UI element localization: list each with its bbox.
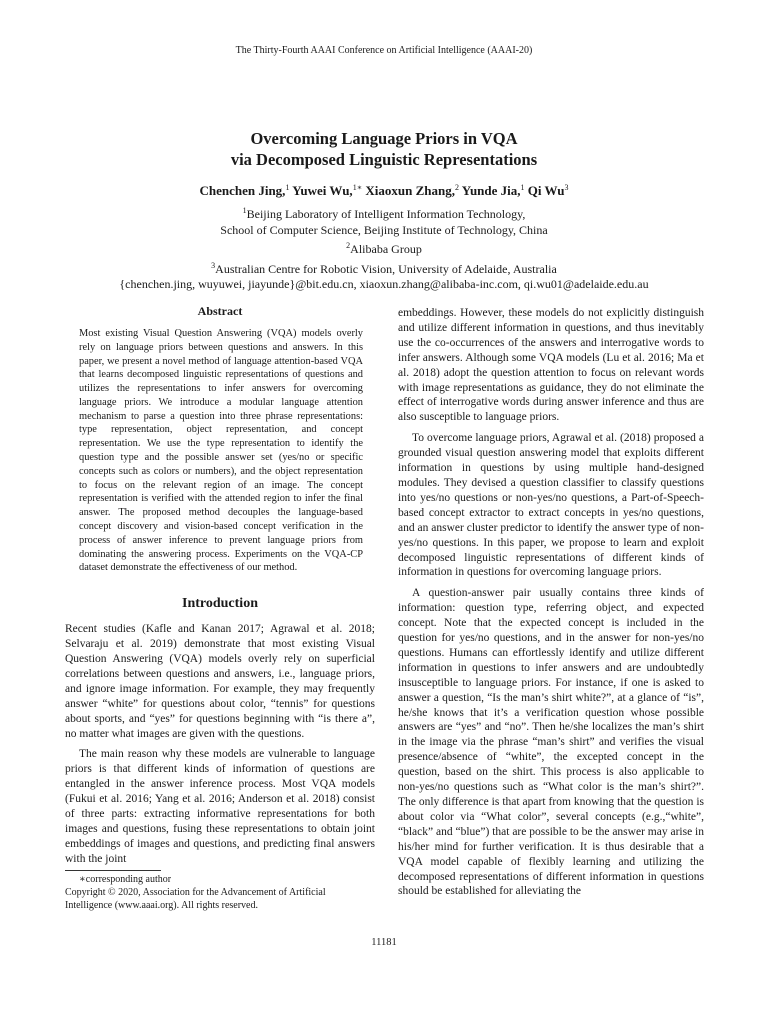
affiliation-3 bbox=[0, 258, 768, 278]
conference-header: The Thirty-Fourth AAAI Conference on Artificial Intelligence (AAAI-20) bbox=[235, 45, 533, 56]
affiliations bbox=[0, 203, 768, 293]
author-affil-mark: 1 bbox=[285, 183, 290, 192]
affiliation-text: Beijing Laboratory of Intelligent Information Technology, bbox=[246, 207, 526, 221]
author-name: Xiaoxun Zhang, bbox=[365, 183, 455, 198]
affiliation-1-cont: School of Computer Science, Beijing Institute of Technology, China bbox=[220, 222, 548, 237]
abstract-text: Most existing Visual Question Answering (VQA) models overly rely on language priors between questions and answers. In this paper, we present a novel method of language attention-based VQA that learns decomposed linguistic representations of questions and utilizes the representations to infer answers for overcoming language priors. We introduce a modular language attention mechanism to parse a question into three phrase representations: type representation, object representation, and concept representation. We use the type representation to identify the question type and the possible answer set (yes/no or specific concepts such as colors or numbers), and the object representation to focus on the relevant region of an image. The concept representation is verified with the attended region to infer the final answer. The proposed method decouples the language-based concept discovery and vision-based concept verification in the process of answer inference to prevent language priors from dominating the answering process. Experiments on the VQA-CP dataset demonstrate the effectiveness of our method. bbox=[79, 327, 363, 574]
intro-paragraph-2: The main reason why these models are vulnerable to language priors is that different kinds of information of questions are entangled in the answer inference process. Most VQA models (Fukui et al. 2016; Yang et al. 2016; Anderson et al. 2018) consist of three parts: extracting informative representations for both images and questions, fusing these representations to obtain joint embeddings of images and questions, and predicting final answers with the joint bbox=[65, 748, 375, 865]
author-affil-mark: 1 bbox=[520, 183, 525, 192]
affil-mark: 2 bbox=[346, 241, 351, 250]
page-number: 11181 bbox=[371, 937, 397, 948]
author-name: Qi Wu bbox=[527, 183, 565, 198]
footnote-rule bbox=[65, 870, 161, 871]
corresponding-author-note: ∗corresponding author bbox=[79, 874, 172, 885]
title-line-1: Overcoming Language Priors in VQA bbox=[250, 129, 518, 148]
affiliation-1 bbox=[0, 203, 768, 223]
intro-paragraph-1: Recent studies (Kafle and Kanan 2017; Agrawal et al. 2018; Selvaraju et al. 2019) demonstrate that most existing Visual Question Answering (VQA) models overly rely on superficial correlations between questions and answers, i.e., language priors, and ignore image information. For example, they may frequently answer “white” for questions about color, “tennis” for questions about sports, and “yes” for questions beginning with “is there a”, no matter what images are given with the questions. bbox=[65, 623, 375, 740]
paper-title bbox=[0, 128, 768, 170]
affiliation-text: Australian Centre for Robotic Vision, University of Adelaide, Australia bbox=[215, 261, 557, 276]
introduction-heading: Introduction bbox=[182, 596, 258, 612]
affil-mark: 1 bbox=[242, 206, 247, 215]
footnote bbox=[65, 870, 375, 912]
affiliation-2 bbox=[0, 238, 768, 258]
author-emails: {chenchen.jing, wuyuwei, jiayunde}@bit.edu.cn, xiaoxun.zhang@alibaba-inc.com, qi.wu01@adelaide.edu.au bbox=[119, 277, 649, 291]
right-paragraph-3: A question-answer pair usually contains three kinds of information: question type, referring object, and expected concept. Note that the expected concept is included in the question for yes/no questions, and in the answer for non-yes/no questions. Humans can effortlessly identify and utilize different information in questions to infer answers and are undoubtedly insusceptible to language priors. For instance, if one is asked to answer a question, “Is the man’s shirt white?”, at a glance of “is”, he/she knows that it’s a verification question whose possible answers are “yes” and “no”. Then he/she localizes the man’s shirt in the image via the phrase “man’s shirt” and verifies the visual presence/absence of “white”, the excepted concept in the question, based on the shirt. This process is also applicable to non-yes/no questions such as “What color is the man’s shirt?”. The only difference is that apart from knowing that the question is about color via “What color”, several concepts (e.g.,“white”, “black” and “blue”) that are possible to be the answer may arise in his/her mind for further verification. It is thus desirable that a VQA model capable of flexibly learning and utilizing the decomposed representations of different information in questions should be established for alleviating the bbox=[398, 587, 704, 898]
author-affil-mark: 1∗ bbox=[352, 183, 363, 192]
author-name: Yunde Jia, bbox=[461, 183, 521, 198]
title-line-2: via Decomposed Linguistic Representations bbox=[230, 150, 538, 169]
right-paragraph-2: To overcome language priors, Agrawal et al. (2018) proposed a grounded visual question answering model that exploits different information in questions by using multiple hand-designed modules. They devised a question classifier to classify questions into yes/no questions or non-yes/no questions, a Part-of-Speech-based concept extractor to extract concepts in yes/no questions, and an answer cluster predictor to identify the answer type of non-yes/no questions. In this paper, we propose to learn and exploit decomposed linguistic representations of different kinds of information in questions for overcoming language priors. bbox=[398, 432, 704, 579]
abstract-heading: Abstract bbox=[197, 304, 243, 318]
left-column bbox=[65, 304, 375, 873]
copyright-note: Copyright © 2020, Association for the Advancement of Artificial Intelligence (www.aaai.org). All rights reserved. bbox=[65, 887, 326, 911]
author-affil-mark: 2 bbox=[454, 183, 459, 192]
right-paragraph-1: embeddings. However, these models do not explicitly distinguish and utilize different information in questions, and thus inevitably use the co-occurrences of the answers and interrogative words to infer answers. Although some VQA models (Lu et al. 2016; Ma et al. 2018) adopt the question attention to focus on relevant words with image representations as guidance, they do not eliminate the effect of interrogative words during answer inference and thus are also susceptible to language priors. bbox=[398, 307, 704, 424]
author-list bbox=[0, 183, 768, 199]
author-name: Yuwei Wu, bbox=[292, 183, 353, 198]
affiliation-text: Alibaba Group bbox=[350, 242, 422, 256]
affil-mark: 3 bbox=[211, 260, 216, 270]
author-affil-mark: 3 bbox=[564, 183, 569, 192]
right-column bbox=[398, 306, 704, 905]
author-name: Chenchen Jing, bbox=[199, 183, 286, 198]
